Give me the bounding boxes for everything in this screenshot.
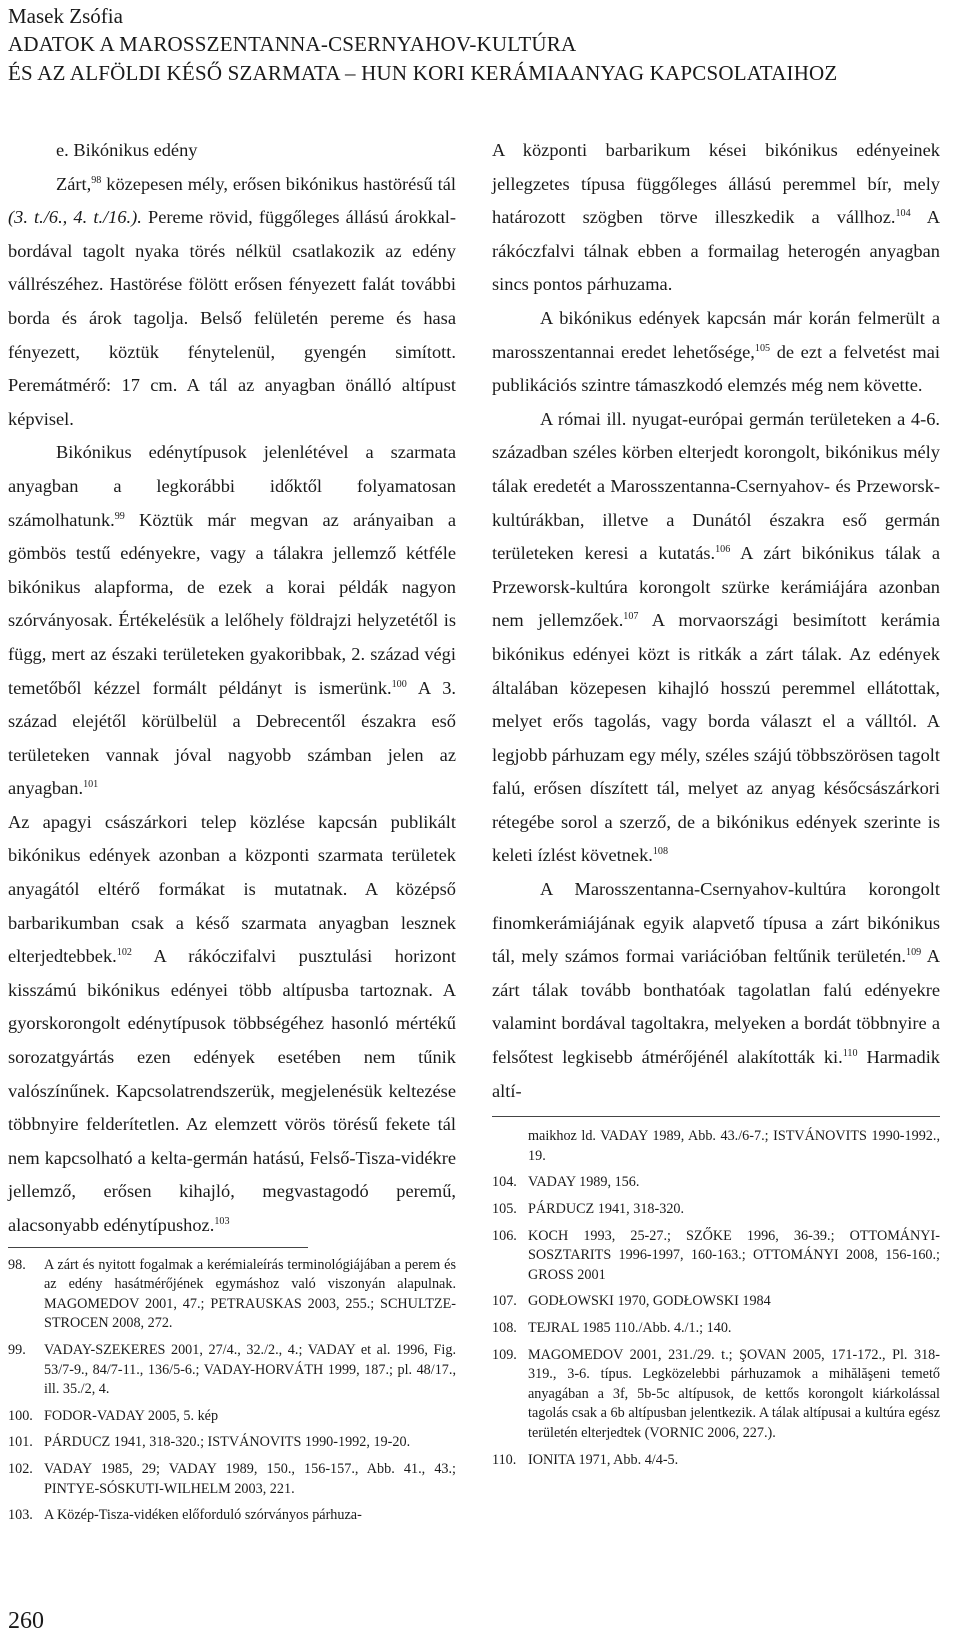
- footnote: [492, 1200, 940, 1220]
- footnote-ref[interactable]: 102: [116, 947, 132, 959]
- header-title-line1: ADATOK A MAROSSZENTANNA-CSERNYAHOV-KULTÚRA: [8, 32, 577, 56]
- footnote-ref[interactable]: 101: [83, 779, 99, 791]
- footnote-ref[interactable]: 108: [652, 846, 669, 858]
- footnote-divider: [492, 1116, 940, 1117]
- text-run: A zárt bikónikus tálak a Przeworsk-kultúra korongolt szürke kerámiájára azonban nem jellemzőek.: [492, 543, 940, 631]
- text-run: A római ill. nyugat-európai germán területeken a 4-6. században széles körben elterjedt korongolt, bikónikus mély tálak eredetét a Marosszentanna-Csernyahov- és Przeworsk-kultúrákban, illetve a Dunától északra eső germán területeken keresi a kutatás.: [492, 408, 940, 564]
- footnote: [8, 1256, 456, 1334]
- text-run: A rákóczifalvi pusztulási horizont kisszámú bikónikus edényei több altípusba tartoznak. A gyorskorongolt edénytípusok többségéhez hasonló mértékű sorozatgyártás ezen edények esetében nem tűnik valószínűnek. Kapcsolatrendszerük, megjelenésük keltezése többnyire felderítetlen. Az elemzett vörös törésű fekete tál nem kapcsolható a kelta-germán hatású, Felső-Tisza-vidékre jellemző, erősen kihajló, megvastagodó peremű, alacsonyabb edénytípushoz.: [8, 946, 456, 1235]
- footnote-text: MAGOMEDOV 2001, 231./29. t.; ŞOVAN 2005, 171-172., Pl. 318-319., 3-6. típus. Legközelebbi párhuzamok a mihălăşeni temető anyagában a 3f, 5b-5c altípusok, de kettős korongolt kiárkolással tagolás csak a 6b altípusban jelentkezik. A tálak altípusai a kultúra egész területén elterjedtek (VORNIC 2006, 227.).: [528, 1346, 940, 1441]
- footnote-text: GODŁOWSKI 1970, GODŁOWSKI 1984: [528, 1293, 771, 1310]
- footnote-ref[interactable]: 105: [754, 342, 771, 354]
- footnote-text: VADAY-SZEKERES 2001, 27/4., 32./2., 4.; VADAY et al. 1996, Fig. 53/7-9., 84/7-11., 136/5-6.; VADAY-HORVÁTH 1999, 187.; pl. 48/17., ill. 35./2, 4.: [44, 1341, 456, 1398]
- header-title-line2: ÉS AZ ALFÖLDI KÉSŐ SZARMATA – HUN KORI KERÁMIAANYAG KAPCSOLATAIHOZ: [8, 61, 838, 85]
- paragraph: [492, 873, 940, 1108]
- footnote-number: 98.: [8, 1256, 26, 1273]
- figure-reference: (3. t./6., 4. t./16.).: [8, 207, 142, 228]
- text-run: Az apagyi császárkori telep közlése kapcsán publikált bikónikus edények azonban a központi szarmata területek anyagától eltérő formákat is mutatnak. A középső barbarikumban csak a késő szarmata anyagban lesznek elterjedtebbek.: [8, 811, 456, 967]
- text-run: A Marosszentanna-Csernyahov-kultúra korongolt finomkerámiájának egyik alapvető típusa a zárt bikónikus tál, mely számos formai variációban feltűnik területén.: [492, 879, 940, 967]
- footnote-ref[interactable]: 98: [91, 174, 102, 186]
- text-run: Zárt,: [56, 173, 92, 194]
- text-run: de ezt a felvetést mai publikációs szintre támaszkodó elemzés még nem követte.: [492, 341, 940, 396]
- footnote-number: 100.: [8, 1407, 33, 1424]
- footnote: [492, 1292, 940, 1312]
- paragraph: [492, 134, 940, 302]
- text-run: A központi barbarikum kései bikónikus edényeinek jellegzetes típusa függőleges állású peremmel bír, mely határozott szögben törve illeszkedik a vállhoz.: [492, 140, 940, 228]
- footnote-text: IONITA 1971, Abb. 4/4-5.: [528, 1451, 679, 1468]
- right-column: [492, 134, 940, 1477]
- footnote-ref[interactable]: 99: [114, 510, 125, 522]
- footnote: [8, 1407, 456, 1427]
- footnote-number: 109.: [492, 1346, 517, 1363]
- footnote-ref[interactable]: 103: [214, 1215, 230, 1227]
- footnote-number: 103.: [8, 1507, 33, 1524]
- footnote: [8, 1506, 456, 1526]
- text-run: Köztük már megvan az arányaiban a gömbös testű edényekre, vagy a tálakra jellemző kétféle bikónikus alapforma, de ezek a korai példák nagyon szórványosak. Értékelésük a lelőhely földrajzi helyzetétől is függ, mert az északi területeken gyakoribbak, 2. század végi temetőből kézzel formált példányt is ismerünk.: [8, 509, 456, 698]
- section-title: e. Bikónikus edény: [56, 140, 198, 160]
- left-body-text: [8, 134, 456, 1243]
- right-footnotes: [492, 1127, 940, 1470]
- footnote: [492, 1173, 940, 1193]
- footnote: [492, 1227, 940, 1286]
- paragraph: [492, 302, 940, 403]
- footnote: [8, 1341, 456, 1400]
- footnote-number: 106.: [492, 1227, 517, 1244]
- footnote: [492, 1451, 940, 1471]
- text-run: A rákóczfalvi tálnak ebben a formailag heterogén anyagban sincs pontos párhuzama.: [492, 207, 940, 295]
- footnote-text: TEJRAL 1985 110./Abb. 4./1.; 140.: [528, 1319, 732, 1336]
- footnote-text: PÁRDUCZ 1941, 318-320.: [528, 1201, 685, 1217]
- footnote-text: FODOR-VADAY 2005, 5. kép: [44, 1407, 219, 1424]
- footnote-number: 110.: [492, 1451, 517, 1468]
- footnote: [492, 1346, 940, 1444]
- paragraph: [8, 436, 456, 806]
- text-run: közepesen mély, erősen bikónikus hastörésű tál: [101, 173, 456, 194]
- paragraph: [492, 403, 940, 873]
- footnote-divider: [8, 1247, 308, 1248]
- right-body-text: [492, 134, 940, 1108]
- footnote-number: 101.: [8, 1434, 33, 1451]
- footnote-ref[interactable]: 100: [391, 678, 407, 690]
- text-run: Harmadik altí-: [492, 1047, 940, 1101]
- text-run: A 3. század elejétől körülbelül a Debrecentől északra eső területeken vannak jóval nagyobb számban jelen az anyagban.: [8, 677, 456, 799]
- text-run: A bikónikus edények kapcsán már korán felmerült a marosszentannai eredet lehetősége,: [492, 307, 940, 362]
- footnote: [492, 1319, 940, 1339]
- footnote-ref[interactable]: 109: [906, 947, 922, 959]
- footnote-number: 107.: [492, 1293, 517, 1310]
- footnote-ref[interactable]: 106: [715, 544, 731, 556]
- text-run: Pereme rövid, függőleges állású árokkal-bordával tagolt nyaka törés nélkül csatlakozik az edény vállrészéhez. Hastörése fölött erősen fényezett falát további borda és árok tagolja. Belső felületén pereme és hasa fényezett, köztük fénytelenül, gyengén simított. Peremátmérő: 17 cm. A tál az anyagban önálló altípust képvisel.: [8, 207, 456, 429]
- footnote-number: 105.: [492, 1201, 517, 1217]
- footnote-continuation: maikhoz ld. VADAY 1989, Abb. 43./6-7.; ISTVÁNOVITS 1990-1992., 19.: [528, 1128, 940, 1164]
- footnote-ref[interactable]: 107: [623, 611, 639, 623]
- left-column: [8, 134, 456, 1533]
- paragraph: [8, 168, 456, 437]
- footnote-number: 104.: [492, 1174, 517, 1191]
- footnote-text: KOCH 1993, 25-27.; SZŐKE 1996, 36-39.; OTTOMÁNYI-SOSZTARITS 1996-1997, 160-163.; OTTOMÁNYI 2008, 156-160.; GROSS 2001: [528, 1227, 940, 1283]
- left-footnotes: [8, 1256, 456, 1526]
- footnote-text: PÁRDUCZ 1941, 318-320.; ISTVÁNOVITS 1990-1992, 19-20.: [44, 1434, 411, 1451]
- text-run: A zárt tálak tovább bonthatóak tagolatlan falú edényekre valamint bordával tagoltakra, melyeken a bordát többnyire a felsőtest legkisebb átmérőjénél alakították ki.: [492, 946, 940, 1068]
- footnote: [8, 1433, 456, 1453]
- paragraph: [8, 806, 456, 1243]
- footnote-text: VADAY 1989, 156.: [528, 1174, 640, 1191]
- footnote: [8, 1460, 456, 1499]
- footnote-number: 108.: [492, 1319, 517, 1336]
- footnote-number: 102.: [8, 1460, 33, 1477]
- footnote-number: 99.: [8, 1341, 26, 1358]
- text-run: Bikónikus edénytípusok jelenlétével a szarmata anyagban a legkorábbi időktől folyamatosan számolhatunk.: [8, 442, 456, 530]
- footnote-ref[interactable]: 104: [895, 208, 911, 220]
- footnote-text: VADAY 1985, 29; VADAY 1989, 150., 156-157., Abb. 41., 43.; PINTYE-SÓSKUTI-WILHELM 2003, 221.: [44, 1460, 456, 1497]
- header-author: Masek Zsófia: [8, 4, 123, 28]
- footnote-text: A zárt és nyitott fogalmak a kerémialeírás terminológiájában a perem és az edény hasátmérőjének egymáshoz való viszonyán alapulnak. MAGOMEDOV 2001, 47.; PETRAUSKAS 2003, 255.; SCHULTZE-STROCEN 2008, 272.: [44, 1256, 456, 1332]
- running-header: [8, 2, 948, 88]
- footnote-ref[interactable]: 110: [842, 1047, 858, 1059]
- text-run: A morvaországi besimított kerámia bikónikus edényei közt is ritkák a zárt tálak. Az edények általában közepesen kihajló hosszú peremmel ellátottak, melyet erős tagolás, vagy borda választ el a válltól. A legjobb párhuzam egy mély, széles szájú többszörösen tagolt falú, erősen díszített tál, melyet az anyag későcsászárkori rétegébe sorol a szerző, de a bikónikus edények szerinte is keleti ízlést követnek.: [492, 610, 940, 866]
- footnote-text: A Közép-Tisza-vidéken előforduló szórványos párhuza-: [44, 1507, 362, 1524]
- page-number: 260: [8, 1608, 44, 1634]
